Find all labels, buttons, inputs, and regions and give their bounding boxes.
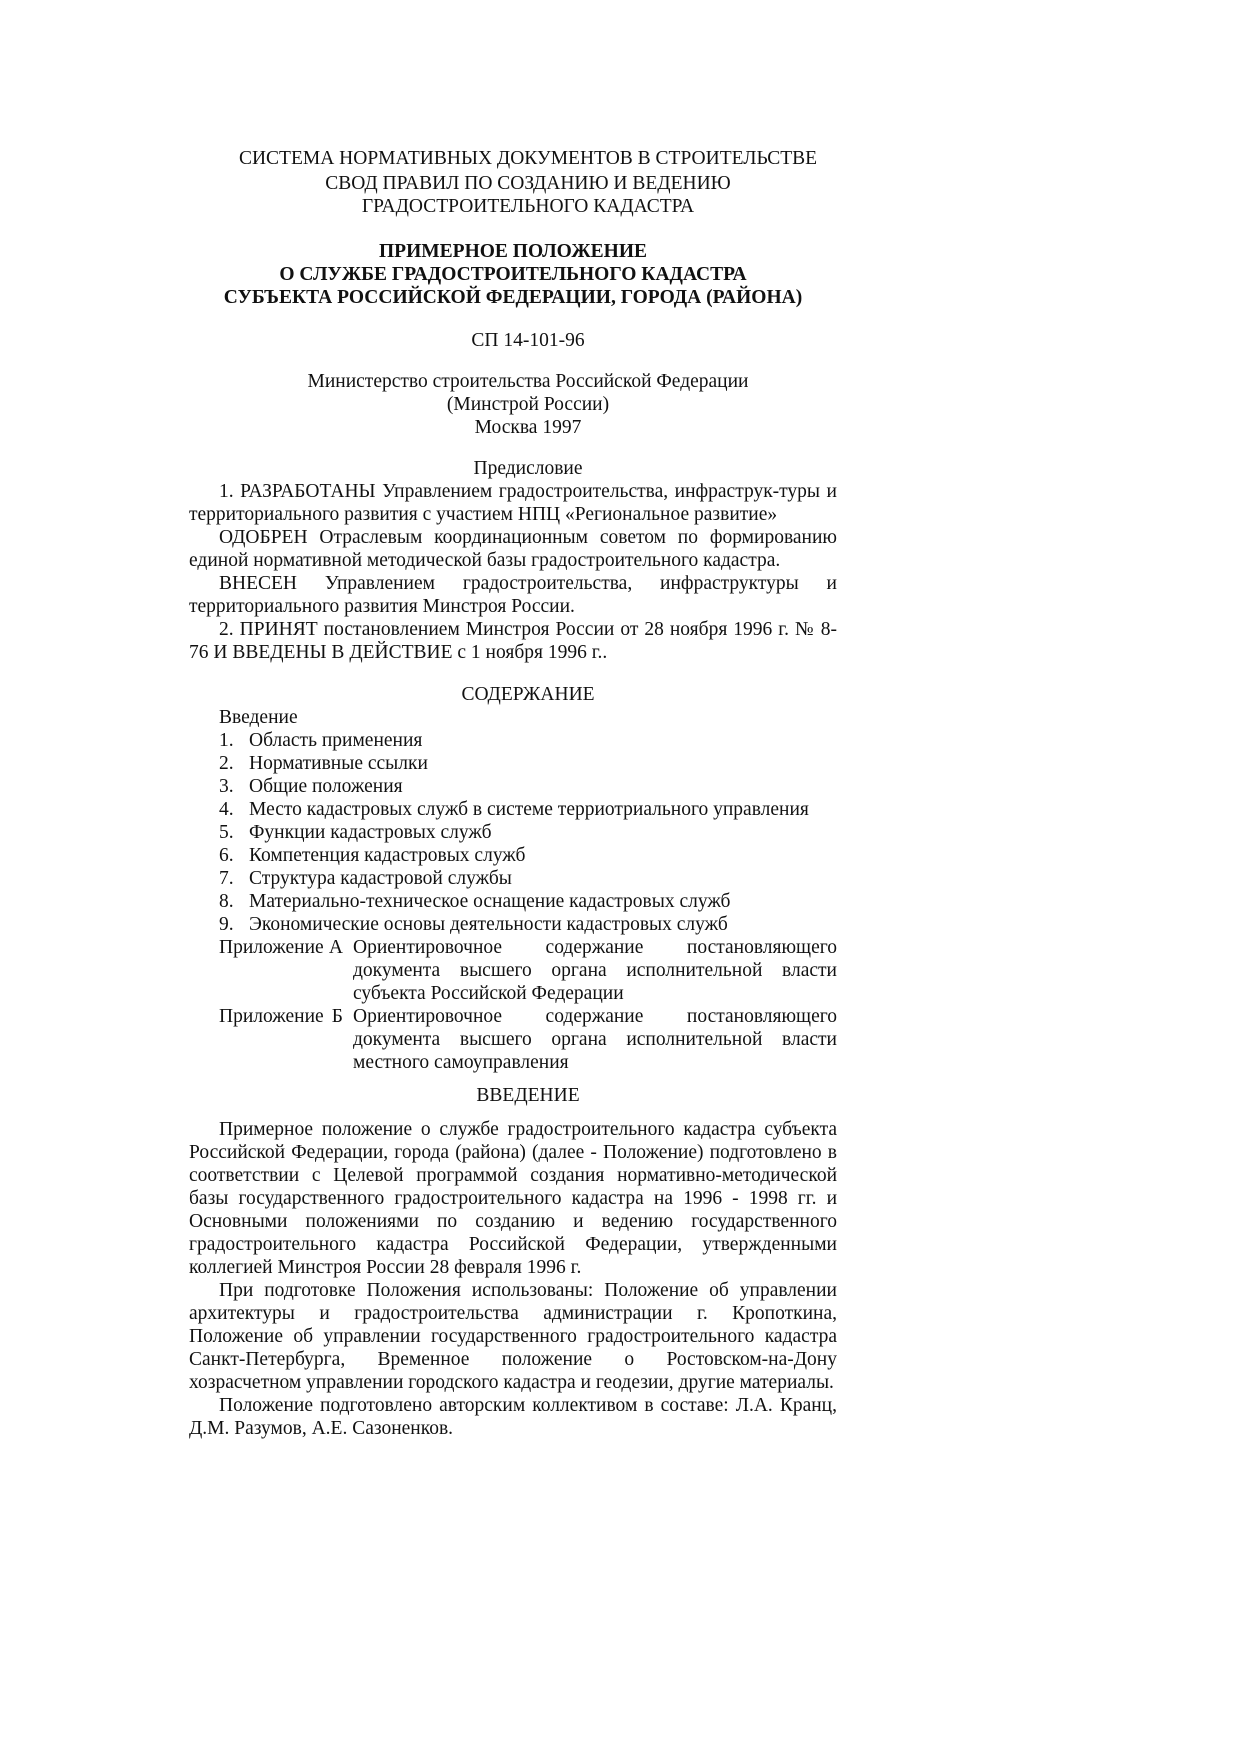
appendix-word: Приложение	[219, 1006, 324, 1027]
toc-item-number: 3.	[219, 776, 234, 797]
toc-item-text: Общие положения	[249, 776, 403, 797]
toc-item-text: Функции кадастровых служб	[249, 822, 492, 843]
title-line3: СУБЪЕКТА РОССИЙСКОЙ ФЕДЕРАЦИИ, ГОРОДА (РАЙОНА)	[223, 287, 803, 308]
foreword-paragraph: 1. РАЗРАБОТАНЫ Управлением градостроительства, инфраструк-туры и территориального развития с участием НПЦ «Региональное развитие»	[189, 481, 837, 525]
introduction-section	[189, 1084, 837, 1440]
appendix-label	[219, 1005, 353, 1074]
appendix-letter: А	[328, 937, 343, 958]
appendix-text: Ориентировочное содержание постановляющего документа высшего органа исполнительной власти субъекта Российской Федерации	[353, 937, 837, 1004]
code-header-line1: СВОД ПРАВИЛ ПО СОЗДАНИЮ И ВЕДЕНИЮ	[325, 173, 731, 194]
toc-item-number: 7.	[219, 868, 234, 889]
toc-item-text: Материально-техническое оснащение кадастровых служб	[249, 891, 731, 912]
toc-list	[189, 729, 837, 936]
toc-item-number: 5.	[219, 822, 234, 843]
title-line2: О СЛУЖБЕ ГРАДОСТРОИТЕЛЬНОГО КАДАСТРА	[279, 264, 747, 285]
document-page	[189, 147, 837, 1440]
ministry-name: Министерство строительства Российской Федерации	[307, 371, 749, 392]
foreword-paragraph: 2. ПРИНЯТ постановлением Минстроя России от 28 ноября 1996 г. № 8-76 И ВВЕДЕНЫ В ДЕЙСТВИЕ с 1 ноября 1996 г..	[189, 619, 837, 663]
city-year: Москва 1997	[474, 417, 582, 438]
ministry-block	[189, 370, 837, 439]
foreword-paragraph: ОДОБРЕН Отраслевым координационным советом по формированию единой нормативной методической базы градостроительного кадастра.	[189, 527, 837, 571]
toc-item	[189, 775, 837, 798]
system-header: СИСТЕМА НОРМАТИВНЫХ ДОКУМЕНТОВ В СТРОИТЕЛЬСТВЕ	[238, 148, 818, 169]
appendix-word: Приложение	[219, 937, 324, 958]
contents-section	[189, 683, 837, 1074]
toc-appendix-a	[189, 936, 837, 1005]
introduction-paragraph: Примерное положение о службе градостроительного кадастра субъекта Российской Федерации, города (района) (далее - Положение) подготовлено в соответствии с Целевой программой создания нормативно-методической базы государственного градостроительного кадастра на 1996 - 1998 гг. и Основными положениями по созданию и ведению государственного градостроительного кадастра Российской Федерации, утвержденными коллегией Минстроя России 28 февраля 1996 г.	[189, 1119, 837, 1278]
toc-item-text: Экономические основы деятельности кадастровых служб	[249, 914, 728, 935]
toc-item	[189, 798, 837, 821]
toc-item-text: Место кадастровых служб в системе терриотриального управления	[249, 799, 809, 820]
foreword-paragraph: ВНЕСЕН Управлением градостроительства, инфраструктуры и территориального развития Минстроя России.	[189, 573, 837, 617]
toc-item	[189, 867, 837, 890]
toc-item-text: Нормативные ссылки	[249, 753, 428, 774]
toc-item-number: 9.	[219, 914, 234, 935]
toc-item	[189, 752, 837, 775]
toc-item	[189, 890, 837, 913]
document-title	[189, 240, 837, 309]
document-cipher: СП 14-101-96	[471, 330, 585, 351]
toc-item-text: Область применения	[249, 730, 423, 751]
toc-item-intro: Введение	[219, 707, 298, 728]
introduction-paragraph: Положение подготовлено авторским коллективом в составе: Л.А. Кранц, Д.М. Разумов, А.Е. Сазоненков.	[189, 1395, 837, 1439]
introduction-paragraph: При подготовке Положения использованы: Положение об управлении архитектуры и градостроительства администрации г. Кропоткина, Положение об управлении государственного градостроительного кадастра Санкт-Петербурга, Временное положение о Ростовском-на-Дону хозрасчетном управлении городского кадастра и геодезии, другие материалы.	[189, 1280, 837, 1393]
ministry-abbr: (Минстрой России)	[446, 394, 610, 415]
appendix-letter: Б	[331, 1006, 343, 1027]
foreword-section	[189, 457, 837, 664]
toc-item-number: 8.	[219, 891, 234, 912]
appendix-label	[219, 936, 353, 1005]
toc-item-text: Компетенция кадастровых служб	[249, 845, 526, 866]
toc-item-number: 4.	[219, 799, 234, 820]
toc-item	[189, 844, 837, 867]
title-line1: ПРИМЕРНОЕ ПОЛОЖЕНИЕ	[379, 241, 647, 262]
toc-item	[189, 913, 837, 936]
toc-item-text: Структура кадастровой службы	[249, 868, 512, 889]
toc-item-number: 2.	[219, 753, 234, 774]
appendix-text: Ориентировочное содержание постановляющего документа высшего органа исполнительной власти местного самоуправления	[353, 1006, 837, 1073]
toc-item-number: 6.	[219, 845, 234, 866]
code-header-line2: ГРАДОСТРОИТЕЛЬНОГО КАДАСТРА	[361, 196, 695, 217]
introduction-heading: ВВЕДЕНИЕ	[476, 1085, 580, 1106]
toc-item	[189, 729, 837, 752]
toc-item-number: 1.	[219, 730, 234, 751]
foreword-heading: Предисловие	[473, 458, 583, 479]
toc-item	[189, 821, 837, 844]
contents-heading: СОДЕРЖАНИЕ	[461, 684, 595, 705]
toc-appendix-b	[189, 1005, 837, 1074]
